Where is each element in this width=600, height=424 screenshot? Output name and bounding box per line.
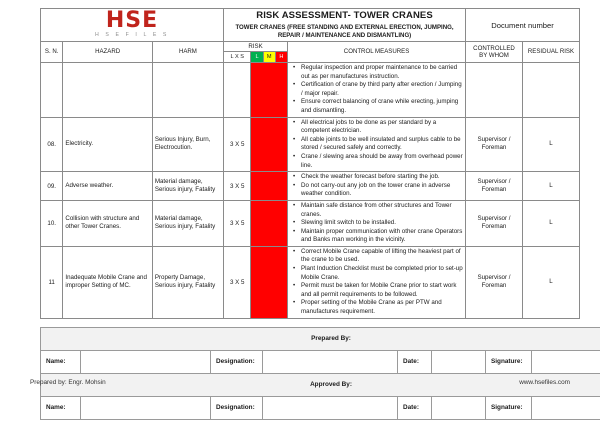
prepared-by-band: Prepared By: [41, 327, 600, 350]
column-header-hazard: HAZARD [63, 42, 152, 63]
cell-hazard: Adverse weather. [63, 172, 152, 201]
risk-legend-high: H [275, 52, 287, 63]
prepared-by-band-row [41, 327, 600, 350]
document-title-cell [224, 9, 466, 42]
page-title: RISK ASSESSMENT- TOWER CRANES [256, 10, 433, 21]
cell-controlled-by-whom: Supervisor / Foreman [466, 117, 523, 172]
document-number-label: Document number [466, 9, 580, 42]
cell-risk-level-indicator [251, 246, 288, 318]
control-measure-item: • Certification of crane by third party after erection / Jumping / major repair. [297, 81, 463, 98]
column-header-sn: S. N. [41, 42, 63, 63]
cell-sn: 09. [41, 172, 63, 201]
cell-harm: Property Damage, Serious injury, Fatality [152, 246, 223, 318]
risk-legend-low: L [251, 52, 263, 63]
page-footer [30, 379, 570, 386]
company-logo [41, 9, 224, 42]
column-header-risk-lxs: L X S [224, 52, 251, 63]
table-row [41, 246, 580, 318]
control-measure-item: • Regular inspection and proper maintenance to be carried out as per manufactures instruction. [297, 64, 463, 81]
column-header-control-measures: CONTROL MEASURES [288, 42, 466, 63]
approved-name-input[interactable] [81, 396, 211, 419]
prepared-date-input[interactable] [432, 350, 486, 373]
controlled-by-whom-line1: CONTROLLED [473, 44, 515, 52]
cell-lxs [224, 63, 251, 118]
approved-by-fields-row [41, 396, 600, 419]
prepared-signature-input[interactable] [532, 350, 600, 373]
signoff-table [40, 327, 600, 420]
cell-risk-level-indicator [251, 200, 288, 246]
control-measure-item: • Check the weather forecast before starting the job. [297, 173, 463, 182]
approved-designation-input[interactable] [263, 396, 398, 419]
cell-sn [41, 63, 63, 118]
control-measure-item: • All cable joints to be well insulated and surplus cable to be stored / secured safely and correctly. [297, 136, 463, 153]
control-measures-list [290, 202, 463, 245]
risk-legend-medium: M [263, 52, 275, 63]
control-measures-list [290, 119, 463, 171]
cell-sn: 11 [41, 246, 63, 318]
cell-risk-level-indicator [251, 63, 288, 118]
column-header-harm: HARM [152, 42, 223, 63]
control-measure-item: • Maintain proper communication with other crane Operators and Banks man working in the vicinity. [297, 228, 463, 245]
cell-lxs: 3 X 5 [224, 172, 251, 201]
cell-lxs: 3 X 5 [224, 246, 251, 318]
approved-signature-label: Signature: [486, 396, 532, 419]
cell-controlled-by-whom [466, 63, 523, 118]
approved-date-input[interactable] [432, 396, 486, 419]
cell-controlled-by-whom: Supervisor / Foreman [466, 172, 523, 201]
control-measure-item: • Plant Induction Checklist must be completed prior to set-up Mobile Crane. [297, 265, 463, 282]
cell-harm: Serious Injury, Burn, Electrocution. [152, 117, 223, 172]
control-measure-item: • Do not carry-out any job on the tower crane in adverse weather condition. [297, 182, 463, 199]
cell-lxs: 3 X 5 [224, 117, 251, 172]
cell-hazard [63, 63, 152, 118]
cell-harm [152, 63, 223, 118]
footer-prepared-by: Prepared by: Engr. Mohsin [30, 379, 106, 386]
cell-hazard: Inadequate Mobile Crane and improper Setting of MC. [63, 246, 152, 318]
control-measures-list [290, 64, 463, 116]
cell-residual-risk: L [522, 200, 579, 246]
cell-harm: Material damage, Serious injury, Fatality [152, 172, 223, 201]
prepared-designation-label: Designation: [211, 350, 263, 373]
table-row [41, 117, 580, 172]
cell-hazard: Collision with structure and other Tower Cranes. [63, 200, 152, 246]
prepared-designation-input[interactable] [263, 350, 398, 373]
logo-text: HSE [105, 8, 159, 33]
cell-harm: Material damage, Serious injury, Fatality [152, 200, 223, 246]
controlled-by-whom-line2: BY WHOM [479, 52, 509, 59]
prepared-by-fields-row [41, 350, 600, 373]
control-measures-list [290, 173, 463, 199]
table-row [41, 172, 580, 201]
cell-control-measures [288, 172, 466, 201]
cell-control-measures [288, 246, 466, 318]
cell-lxs: 3 X 5 [224, 200, 251, 246]
cell-control-measures [288, 200, 466, 246]
control-measure-item: • Correct Mobile Crane capable of lifting the heaviest part of the crane to be used. [297, 248, 463, 265]
cell-risk-level-indicator [251, 117, 288, 172]
logo-subtext: H S E F I L E S [95, 32, 169, 38]
control-measure-item: • Slewing limit switch to be installed. [297, 219, 463, 228]
prepared-date-label: Date: [398, 350, 432, 373]
prepared-signature-label: Signature: [486, 350, 532, 373]
approved-designation-label: Designation: [211, 396, 263, 419]
approved-signature-input[interactable] [532, 396, 600, 419]
approved-by-band: Approved By: [41, 373, 600, 396]
control-measure-item: • Permit must be taken for Mobile Crane prior to start work and all permit requirements to be followed. [297, 282, 463, 299]
cell-residual-risk: L [522, 172, 579, 201]
cell-controlled-by-whom: Supervisor / Foreman [466, 246, 523, 318]
column-header-risk: RISK [224, 42, 288, 52]
cell-risk-level-indicator [251, 172, 288, 201]
cell-sn: 10. [41, 200, 63, 246]
footer-website[interactable]: www.hsefiles.com [519, 379, 570, 386]
cell-sn: 08. [41, 117, 63, 172]
cell-residual-risk: L [522, 246, 579, 318]
control-measures-list [290, 248, 463, 317]
prepared-name-input[interactable] [81, 350, 211, 373]
approved-name-label: Name: [41, 396, 81, 419]
cell-hazard: Electricity. [63, 117, 152, 172]
control-measure-item: • Maintain safe distance from other structures and Tower cranes. [297, 202, 463, 219]
control-measure-item: • Crane / slewing area should be away from overhead power line. [297, 153, 463, 170]
page-subtitle: TOWER CRANES (FREE STANDING AND EXTERNAL ERECTION, JUMPING, REPAIR / MAINTENANCE AND DISMANTLING) [235, 24, 454, 39]
cell-controlled-by-whom: Supervisor / Foreman [466, 200, 523, 246]
control-measure-item: • All electrical jobs to be done as per standard by a competent electrician. [297, 119, 463, 136]
cell-control-measures [288, 117, 466, 172]
table-row [41, 63, 580, 118]
risk-assessment-table [40, 8, 580, 319]
control-measure-item: • Proper setting of the Mobile Crane as per PTW and manufactures requirement. [297, 299, 463, 316]
column-header-residual-risk: RESIDUAL RISK [522, 42, 579, 63]
cell-control-measures [288, 63, 466, 118]
control-measure-item: • Ensure correct balancing of crane while erecting, jumping and dismantling. [297, 98, 463, 115]
cell-residual-risk [522, 63, 579, 118]
approved-date-label: Date: [398, 396, 432, 419]
cell-residual-risk: L [522, 117, 579, 172]
column-header-controlled-by-whom [466, 42, 523, 63]
table-header-row [41, 42, 580, 52]
table-row [41, 200, 580, 246]
prepared-name-label: Name: [41, 350, 81, 373]
